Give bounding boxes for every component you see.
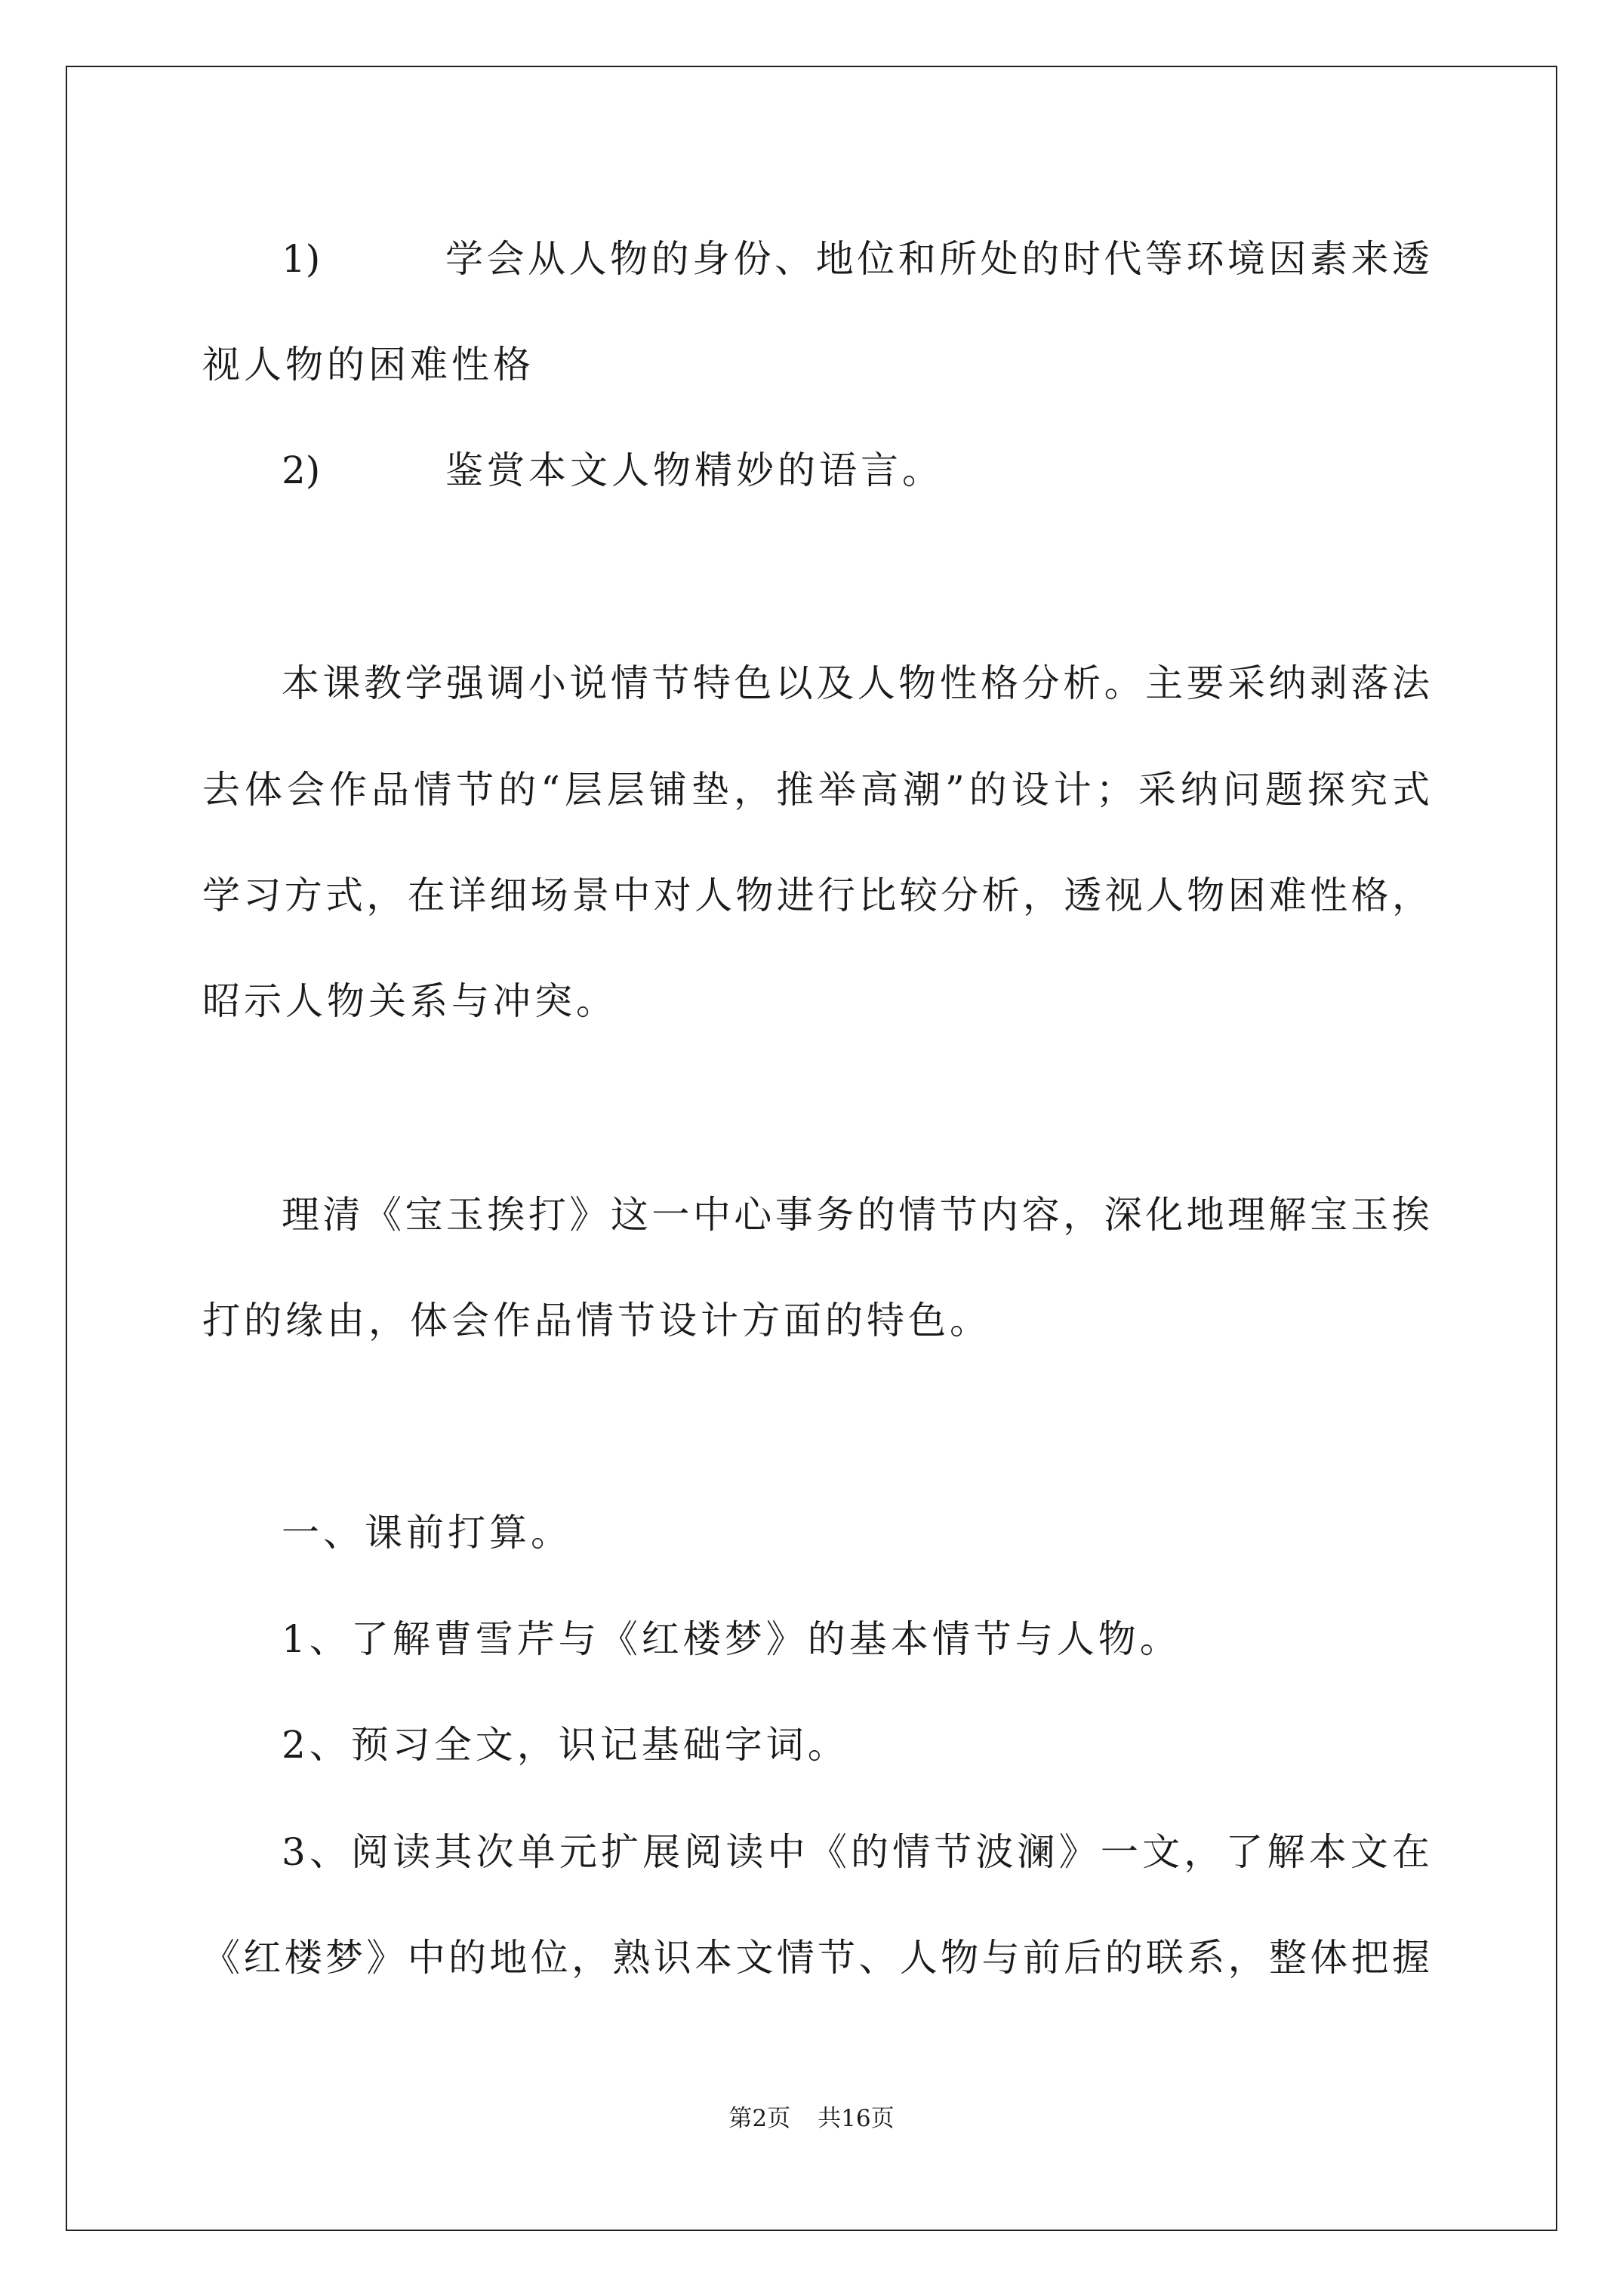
paragraph-1-line-1: 本课教学强调小说情节特色以及人物性格分析。主要采纳剥落法: [282, 661, 1430, 705]
objective-2-marker: 2): [282, 448, 321, 492]
section-item-2: 2、预习全文，识记基础字词。: [282, 1723, 849, 1767]
page-number: 第2页: [728, 2105, 791, 2132]
objective-2-text: 鉴赏本文人物精妙的语言。: [445, 448, 944, 492]
section-item-3-line-1: 3、阅读其次单元扩展阅读中《的情节波澜》一文，了解本文在: [282, 1830, 1430, 1874]
paragraph-2-line-1: 理清《宝玉挨打》这一中心事务的情节内容，深化地理解宝玉挨: [282, 1193, 1430, 1237]
paragraph-1-line-4: 昭示人物关系与冲突。: [202, 979, 617, 1023]
section-heading: 一、课前打算。: [282, 1511, 572, 1555]
objective-1-marker: 1): [282, 237, 321, 281]
section-item-3-line-2: 《红楼梦》中的地位，熟识本文情节、人物与前后的联系，整体把握: [202, 1936, 1430, 1980]
objective-1-text-line-1: 学会从人物的身份、地位和所处的时代等环境因素来透: [445, 237, 1430, 281]
page-total: 共16页: [818, 2105, 895, 2132]
section-item-1: 1、了解曹雪芹与《红楼梦》的基本情节与人物。: [282, 1617, 1181, 1661]
page-border: [66, 66, 1557, 2231]
paragraph-1-line-3: 学习方式，在详细场景中对人物进行比较分析，透视人物困难性格，: [202, 874, 1430, 917]
paragraph-1-line-2: 去体会作品情节的“层层铺垫，推举高潮”的设计；采纳问题探究式: [202, 768, 1430, 812]
paragraph-2-line-2: 打的缘由，体会作品情节设计方面的特色。: [202, 1299, 991, 1342]
page-footer: [0, 2103, 1623, 2134]
objective-1-text-line-2: 视人物的困难性格: [202, 343, 534, 387]
